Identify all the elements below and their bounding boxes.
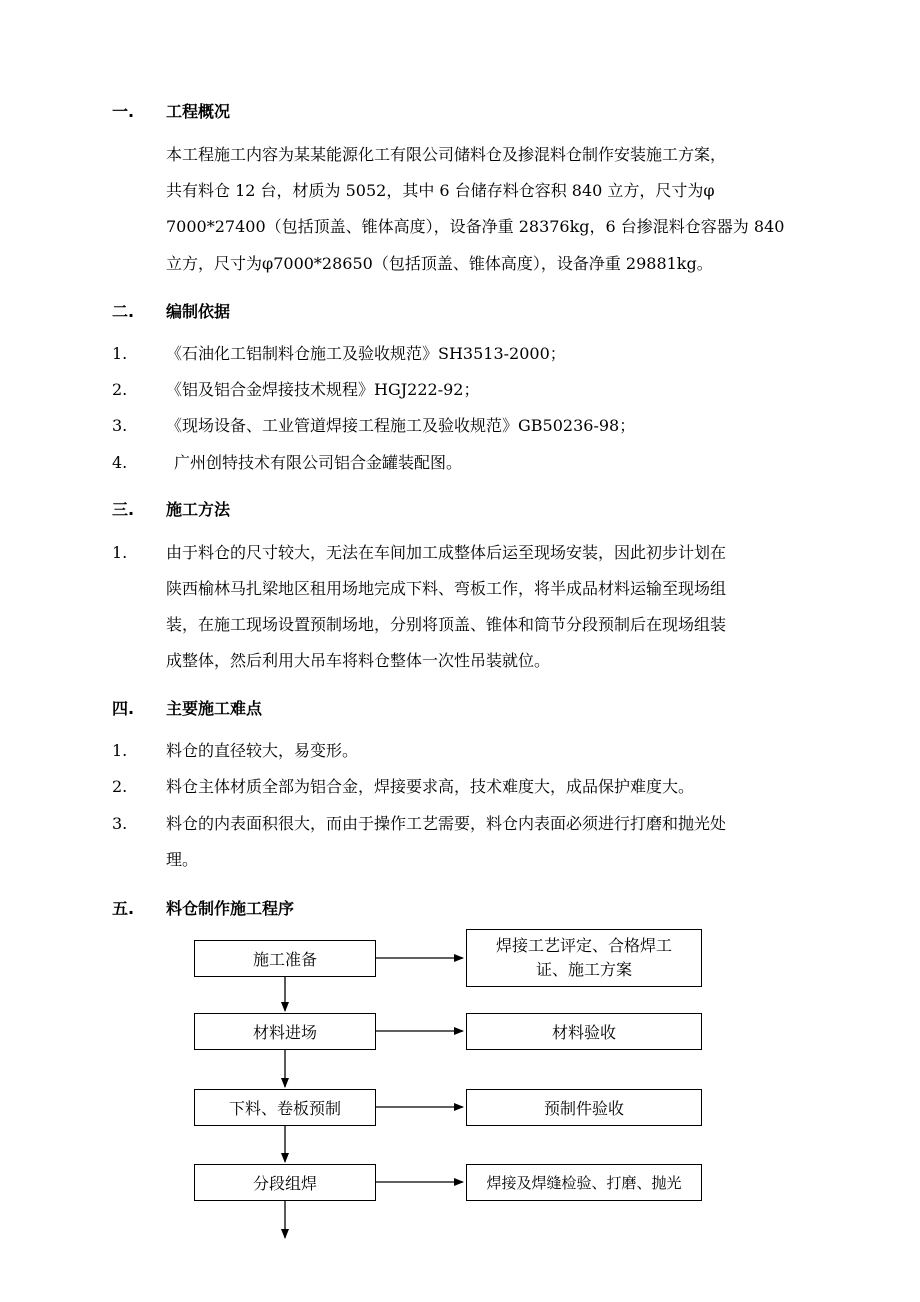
flow-result-prefab-inspection xyxy=(466,1089,702,1126)
section-4-item-3: 料仓的内表面积很大，而由于操作工艺需要，料仓内表面必须进行打磨和抛光处 xyxy=(166,814,727,833)
section-4-item-2: 料仓主体材质全部为铝合金，焊接要求高，技术难度大，成品保护难度大。 xyxy=(166,777,695,796)
section-5-title: 料仓制作施工程序 xyxy=(166,899,295,918)
flow-result-welding-qualification xyxy=(466,929,702,987)
section-2-item-4: 广州创特技术有限公司铝合金罐装配图。 xyxy=(174,453,463,472)
section-2-item-2-number: 2. xyxy=(112,380,128,399)
flow-result-material-inspection xyxy=(466,1013,702,1050)
section-3-line-1: 由于料仓的尺寸较大，无法在车间加工成整体后运至现场安装，因此初步计划在 xyxy=(166,543,727,562)
section-3-line-2: 陕西榆林马扎梁地区租用场地完成下料、弯板工作，将半成品材料运输至现场组 xyxy=(166,579,727,598)
section-4-item-2-number: 2. xyxy=(112,777,128,796)
flow-step-4-label: 分段组焊 xyxy=(252,1174,317,1193)
section-3-line-4: 成整体，然后利用大吊车将料仓整体一次性吊装就位。 xyxy=(166,651,551,670)
flow-step-1-label: 施工准备 xyxy=(252,950,317,969)
section-3-number: 三. xyxy=(112,500,135,519)
flow-result-4-label: 焊接及焊缝检验、打磨、抛光 xyxy=(486,1174,682,1192)
flow-result-1-line-2: 证、施工方案 xyxy=(535,960,632,979)
section-1-line-2: 共有料仓 12 台，材质为 5052，其中 6 台储存料仓容积 840 立方，尺寸为φ xyxy=(166,181,715,200)
flow-result-3-label: 预制件验收 xyxy=(543,1099,624,1118)
flow-result-2-label: 材料验收 xyxy=(551,1023,616,1042)
flow-result-1-line-1: 焊接工艺评定、合格焊工 xyxy=(495,936,672,955)
section-1-number: 一. xyxy=(112,102,135,121)
section-1-title: 工程概况 xyxy=(166,102,231,121)
flow-step-3-label: 下料、卷板预制 xyxy=(228,1099,341,1118)
section-4-number: 四. xyxy=(112,699,135,718)
section-2-title: 编制依据 xyxy=(166,302,231,321)
section-1-line-4: 立方，尺寸为φ7000*28650（包括顶盖、锥体高度），设备净重 29881kg。 xyxy=(166,254,713,273)
flow-step-preparation xyxy=(194,940,376,977)
flow-step-section-welding xyxy=(194,1164,376,1201)
section-1-line-1: 本工程施工内容为某某能源化工有限公司储料仓及掺混料仓制作安装施工方案， xyxy=(166,145,727,164)
section-4-item-3-continuation: 理。 xyxy=(166,850,199,869)
flow-step-cutting-rolling xyxy=(194,1089,376,1126)
section-4-item-3-number: 3. xyxy=(112,814,128,833)
section-4-title: 主要施工难点 xyxy=(166,699,263,718)
section-2-item-3-number: 3. xyxy=(112,416,128,435)
section-2-item-1-number: 1. xyxy=(112,344,128,363)
section-2-item-4-number: 4. xyxy=(112,453,128,472)
flow-result-weld-inspection xyxy=(466,1164,702,1201)
section-4-item-1: 料仓的直径较大，易变形。 xyxy=(166,741,359,760)
section-2-item-3: 《现场设备、工业管道焊接工程施工及验收规范》GB50236-98； xyxy=(166,416,636,435)
section-2-item-2: 《铝及铝合金焊接技术规程》HGJ222-92； xyxy=(166,380,480,399)
section-5-number: 五. xyxy=(112,899,135,918)
section-2-number: 二. xyxy=(112,302,135,321)
section-3-title: 施工方法 xyxy=(166,500,231,519)
section-1-line-3: 7000*27400（包括顶盖、锥体高度），设备净重 28376kg，6 台掺混料仓容器为 840 xyxy=(166,217,785,236)
section-4-item-1-number: 1. xyxy=(112,741,128,760)
flow-step-2-label: 材料进场 xyxy=(252,1023,317,1042)
section-3-item-1-number: 1. xyxy=(112,543,128,562)
section-2-item-1: 《石油化工铝制料仓施工及验收规范》SH3513-2000； xyxy=(166,344,566,363)
flow-step-material-arrival xyxy=(194,1013,376,1050)
section-3-line-3: 装，在施工现场设置预制场地，分别将顶盖、锥体和筒节分段预制后在现场组装 xyxy=(166,615,727,634)
